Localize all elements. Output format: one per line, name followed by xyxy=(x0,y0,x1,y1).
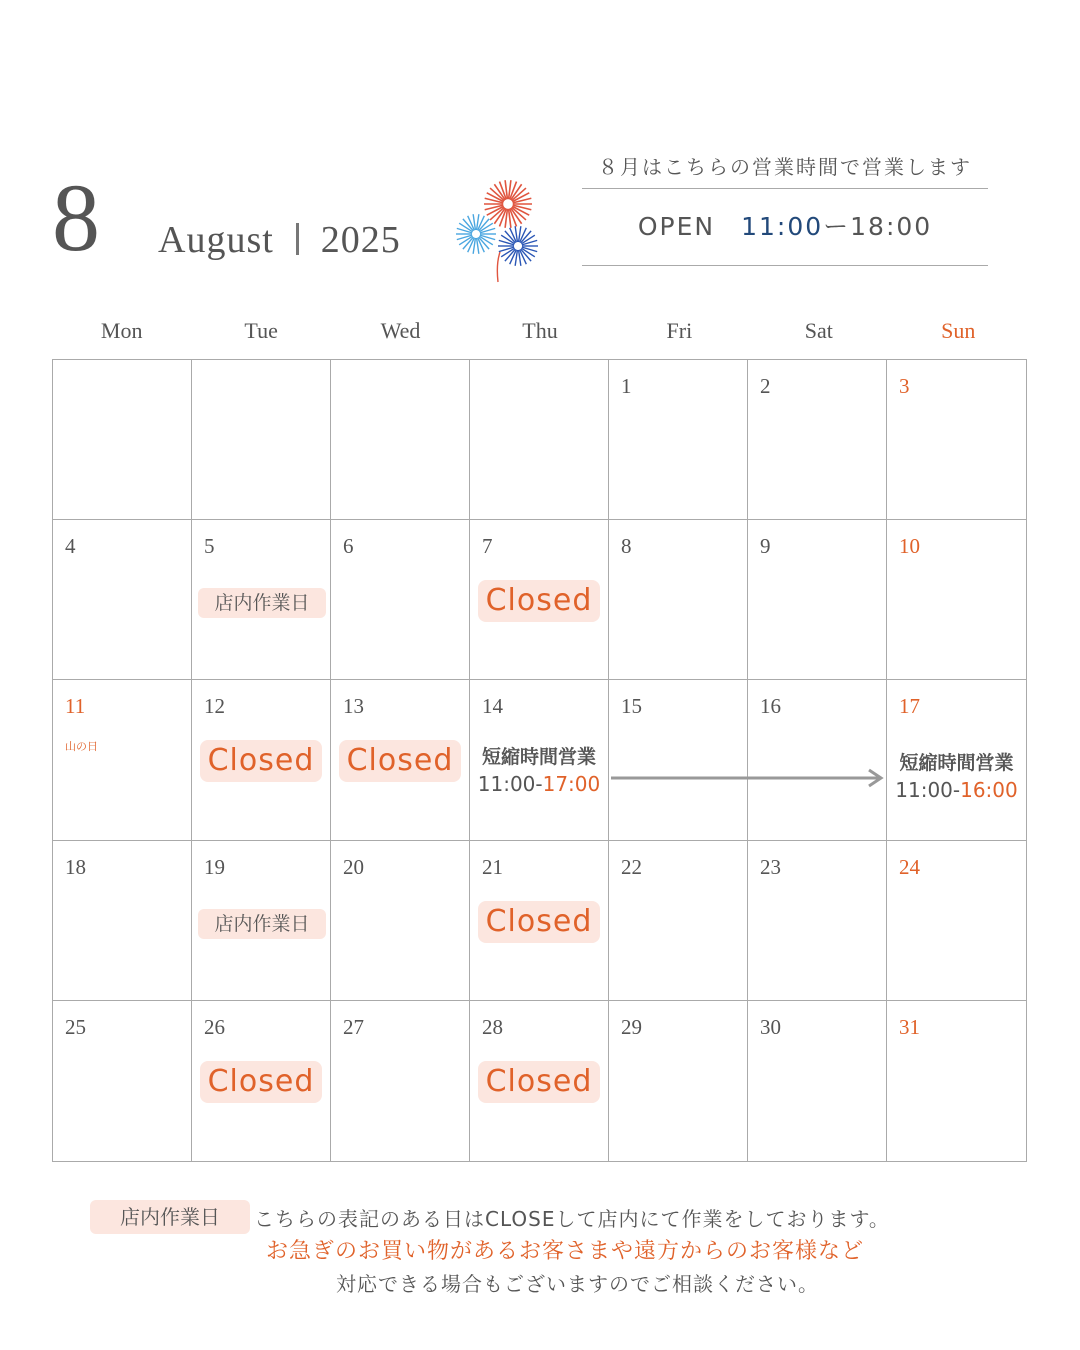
day-number: 14 xyxy=(482,694,503,719)
closed-badge: Closed xyxy=(478,901,600,943)
calendar-day-cell xyxy=(53,1001,192,1161)
short-hours-end: 16:00 xyxy=(960,778,1018,803)
calendar-day-cell xyxy=(887,360,1026,520)
calendar-day-cell xyxy=(609,1001,748,1161)
short-hours-time xyxy=(470,772,608,796)
month-number: 8 xyxy=(52,164,100,271)
closed-badge: Closed xyxy=(339,740,461,782)
day-number: 4 xyxy=(65,534,76,559)
day-number: 19 xyxy=(204,854,225,879)
calendar-day-cell xyxy=(53,841,192,1001)
calendar-day-cell xyxy=(609,520,748,680)
month-name: August xyxy=(158,219,274,261)
short-hours-label: 短縮時間営業 xyxy=(899,752,1014,775)
calendar-day-cell xyxy=(748,841,887,1001)
opening-hours xyxy=(582,189,988,265)
calendar-day-cell xyxy=(331,1001,470,1161)
year: 2025 xyxy=(320,219,401,261)
notice-title: ８月はこちらの営業時間で営業します xyxy=(598,155,972,179)
closed-badge: Closed xyxy=(200,740,322,782)
calendar-day-cell xyxy=(331,680,470,840)
day-number: 6 xyxy=(343,534,354,559)
footer-note-line2: お急ぎのお買い物があるお客さまや遠方からのお客様など xyxy=(266,1239,865,1264)
open-time-end: 18:00 xyxy=(850,212,933,241)
closed-badge: Closed xyxy=(478,1061,600,1103)
holiday-name: 山の日 xyxy=(65,740,98,754)
short-hours-start: 11:00- xyxy=(477,772,543,797)
right-arrow-icon xyxy=(611,768,887,788)
store-work-day-badge: 店内作業日 xyxy=(198,909,326,939)
calendar-empty-cell xyxy=(470,360,609,520)
weekday-label: Mon xyxy=(100,318,143,343)
divider xyxy=(296,223,299,255)
calendar-day-cell xyxy=(331,520,470,680)
day-number: 13 xyxy=(343,694,364,719)
calendar-day-cell xyxy=(470,680,609,840)
calendar-day-cell xyxy=(470,520,609,680)
divider xyxy=(582,265,988,266)
calendar-empty-cell xyxy=(331,360,470,520)
weekday-label: Fri xyxy=(666,318,693,343)
weekday-label: Sat xyxy=(804,318,833,343)
day-number: 20 xyxy=(343,854,364,879)
day-number: 29 xyxy=(621,1014,642,1039)
calendar-day-cell xyxy=(470,1001,609,1161)
calendar-day-cell xyxy=(192,1001,331,1161)
day-number: 7 xyxy=(482,534,493,559)
closed-badge: Closed xyxy=(478,580,600,622)
calendar-day-cell xyxy=(887,680,1026,840)
day-number: 21 xyxy=(482,854,503,879)
month-year-heading xyxy=(158,218,401,262)
day-number: 15 xyxy=(621,694,642,719)
calendar-day-cell xyxy=(192,841,331,1001)
calendar-day-cell xyxy=(748,1001,887,1161)
day-number: 16 xyxy=(760,694,781,719)
day-number: 22 xyxy=(621,854,642,879)
day-number: 18 xyxy=(65,854,86,879)
calendar-grid xyxy=(52,359,1027,1162)
weekday-header xyxy=(52,318,1028,344)
footer-note-line1: こちらの表記のある日はCLOSEして店内にて作業をしております。 xyxy=(254,1207,890,1231)
weekday-label: Wed xyxy=(380,318,421,343)
day-number: 8 xyxy=(621,534,632,559)
day-number: 28 xyxy=(482,1014,503,1039)
calendar-empty-cell xyxy=(53,360,192,520)
weekday-label-sunday: Sun xyxy=(941,318,976,343)
time-separator: ー xyxy=(823,212,851,241)
short-hours-label: 短縮時間営業 xyxy=(481,746,596,769)
calendar-day-cell xyxy=(331,841,470,1001)
calendar-day-cell xyxy=(748,680,887,840)
day-number: 1 xyxy=(621,374,632,398)
day-number: 27 xyxy=(343,1014,364,1039)
calendar-day-cell xyxy=(748,360,887,520)
day-number: 23 xyxy=(760,854,781,879)
calendar-day-cell xyxy=(609,680,748,840)
day-number: 24 xyxy=(899,854,920,879)
day-number: 12 xyxy=(204,694,225,719)
day-number: 9 xyxy=(760,534,771,559)
calendar-day-cell xyxy=(53,680,192,840)
day-number: 2 xyxy=(760,374,771,398)
day-number: 11 xyxy=(65,694,86,719)
weekday-label: Thu xyxy=(522,318,558,343)
calendar-day-cell xyxy=(53,520,192,680)
calendar-day-cell xyxy=(887,1001,1026,1161)
calendar-day-cell xyxy=(609,841,748,1001)
fireworks-icon xyxy=(452,178,544,286)
day-number: 5 xyxy=(204,534,215,559)
footer-note-line3: 対応できる場合もございますのでご相談ください。 xyxy=(336,1272,819,1296)
day-number: 26 xyxy=(204,1014,225,1039)
opening-hours-notice xyxy=(582,150,988,266)
weekday-label: Tue xyxy=(244,318,278,343)
calendar-empty-cell xyxy=(192,360,331,520)
calendar-day-cell xyxy=(609,360,748,520)
open-label: OPEN xyxy=(637,212,716,241)
day-number: 25 xyxy=(65,1014,86,1039)
calendar-day-cell xyxy=(748,520,887,680)
calendar-day-cell xyxy=(192,520,331,680)
day-number: 31 xyxy=(899,1014,920,1039)
calendar-day-cell xyxy=(887,520,1026,680)
calendar-day-cell xyxy=(887,841,1026,1001)
short-hours-start: 11:00- xyxy=(895,778,961,803)
short-hours-time xyxy=(887,778,1026,802)
day-number: 10 xyxy=(899,534,920,559)
day-number: 3 xyxy=(899,374,910,398)
calendar-day-cell xyxy=(192,680,331,840)
closed-badge: Closed xyxy=(200,1061,322,1103)
day-number: 30 xyxy=(760,1014,781,1039)
calendar-day-cell xyxy=(470,841,609,1001)
day-number: 17 xyxy=(899,694,920,719)
open-time-start: 11:00 xyxy=(741,212,824,241)
short-hours-end: 17:00 xyxy=(542,772,601,797)
legend-badge-store-work-day: 店内作業日 xyxy=(90,1200,250,1234)
store-work-day-badge: 店内作業日 xyxy=(198,588,326,618)
